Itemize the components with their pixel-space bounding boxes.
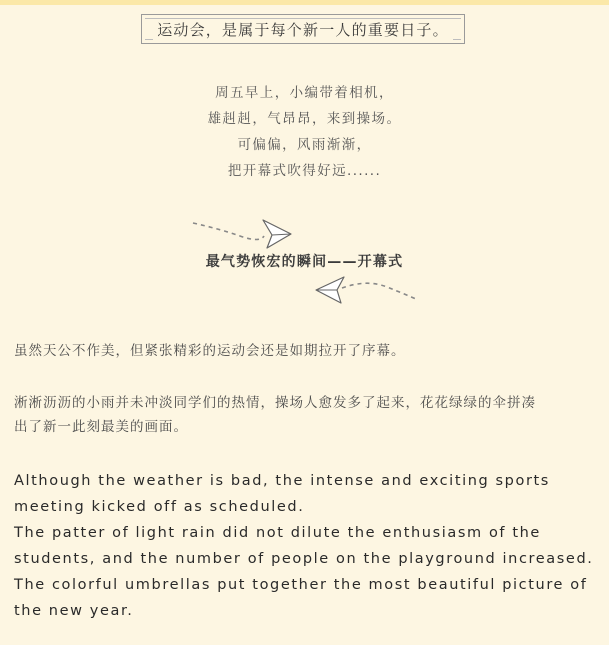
paper-plane-icon: [312, 275, 422, 307]
english-line: The colorful umbrellas put together the most beautiful picture of: [14, 577, 588, 593]
paper-plane-icon: [190, 216, 300, 252]
page-title: 运动会，是属于每个新一人的重要日子。: [153, 19, 453, 40]
paragraph-2-line: 淅淅沥沥的小雨并未冲淡同学们的热情，操场人愈发多了起来，花花绿绿的伞拼凑: [14, 395, 536, 411]
section-heading: 最气势恢宏的瞬间——开幕式: [205, 254, 404, 270]
poem-line: 可偏偏，风雨渐渐，: [237, 137, 372, 153]
paragraph-1: 虽然天公不作美，但紧张精彩的运动会还是如期拉开了序幕。: [14, 343, 406, 359]
english-line: Although the weather is bad, the intense and exciting sports: [14, 473, 550, 489]
paragraph-2: [14, 391, 599, 439]
paragraph-2-line: 出了新一此刻最美的画面。: [14, 419, 188, 435]
top-stripe: [0, 0, 609, 5]
english-line: meeting kicked off as scheduled.: [14, 499, 305, 515]
title-box: [141, 14, 465, 44]
english-line: the new year.: [14, 603, 134, 619]
english-line: students, and the number of people on the playground increased.: [14, 551, 594, 567]
poem-line: 雄赳赳，气昂昂，来到操场。: [207, 111, 402, 127]
poem-block: [0, 80, 609, 184]
english-paragraph: [14, 468, 604, 624]
poem-line: 周五早上，小编带着相机，: [215, 85, 394, 101]
english-line: The patter of light rain did not dilute the enthusiasm of the: [14, 525, 541, 541]
poem-line: 把开幕式吹得好远......: [227, 163, 382, 179]
